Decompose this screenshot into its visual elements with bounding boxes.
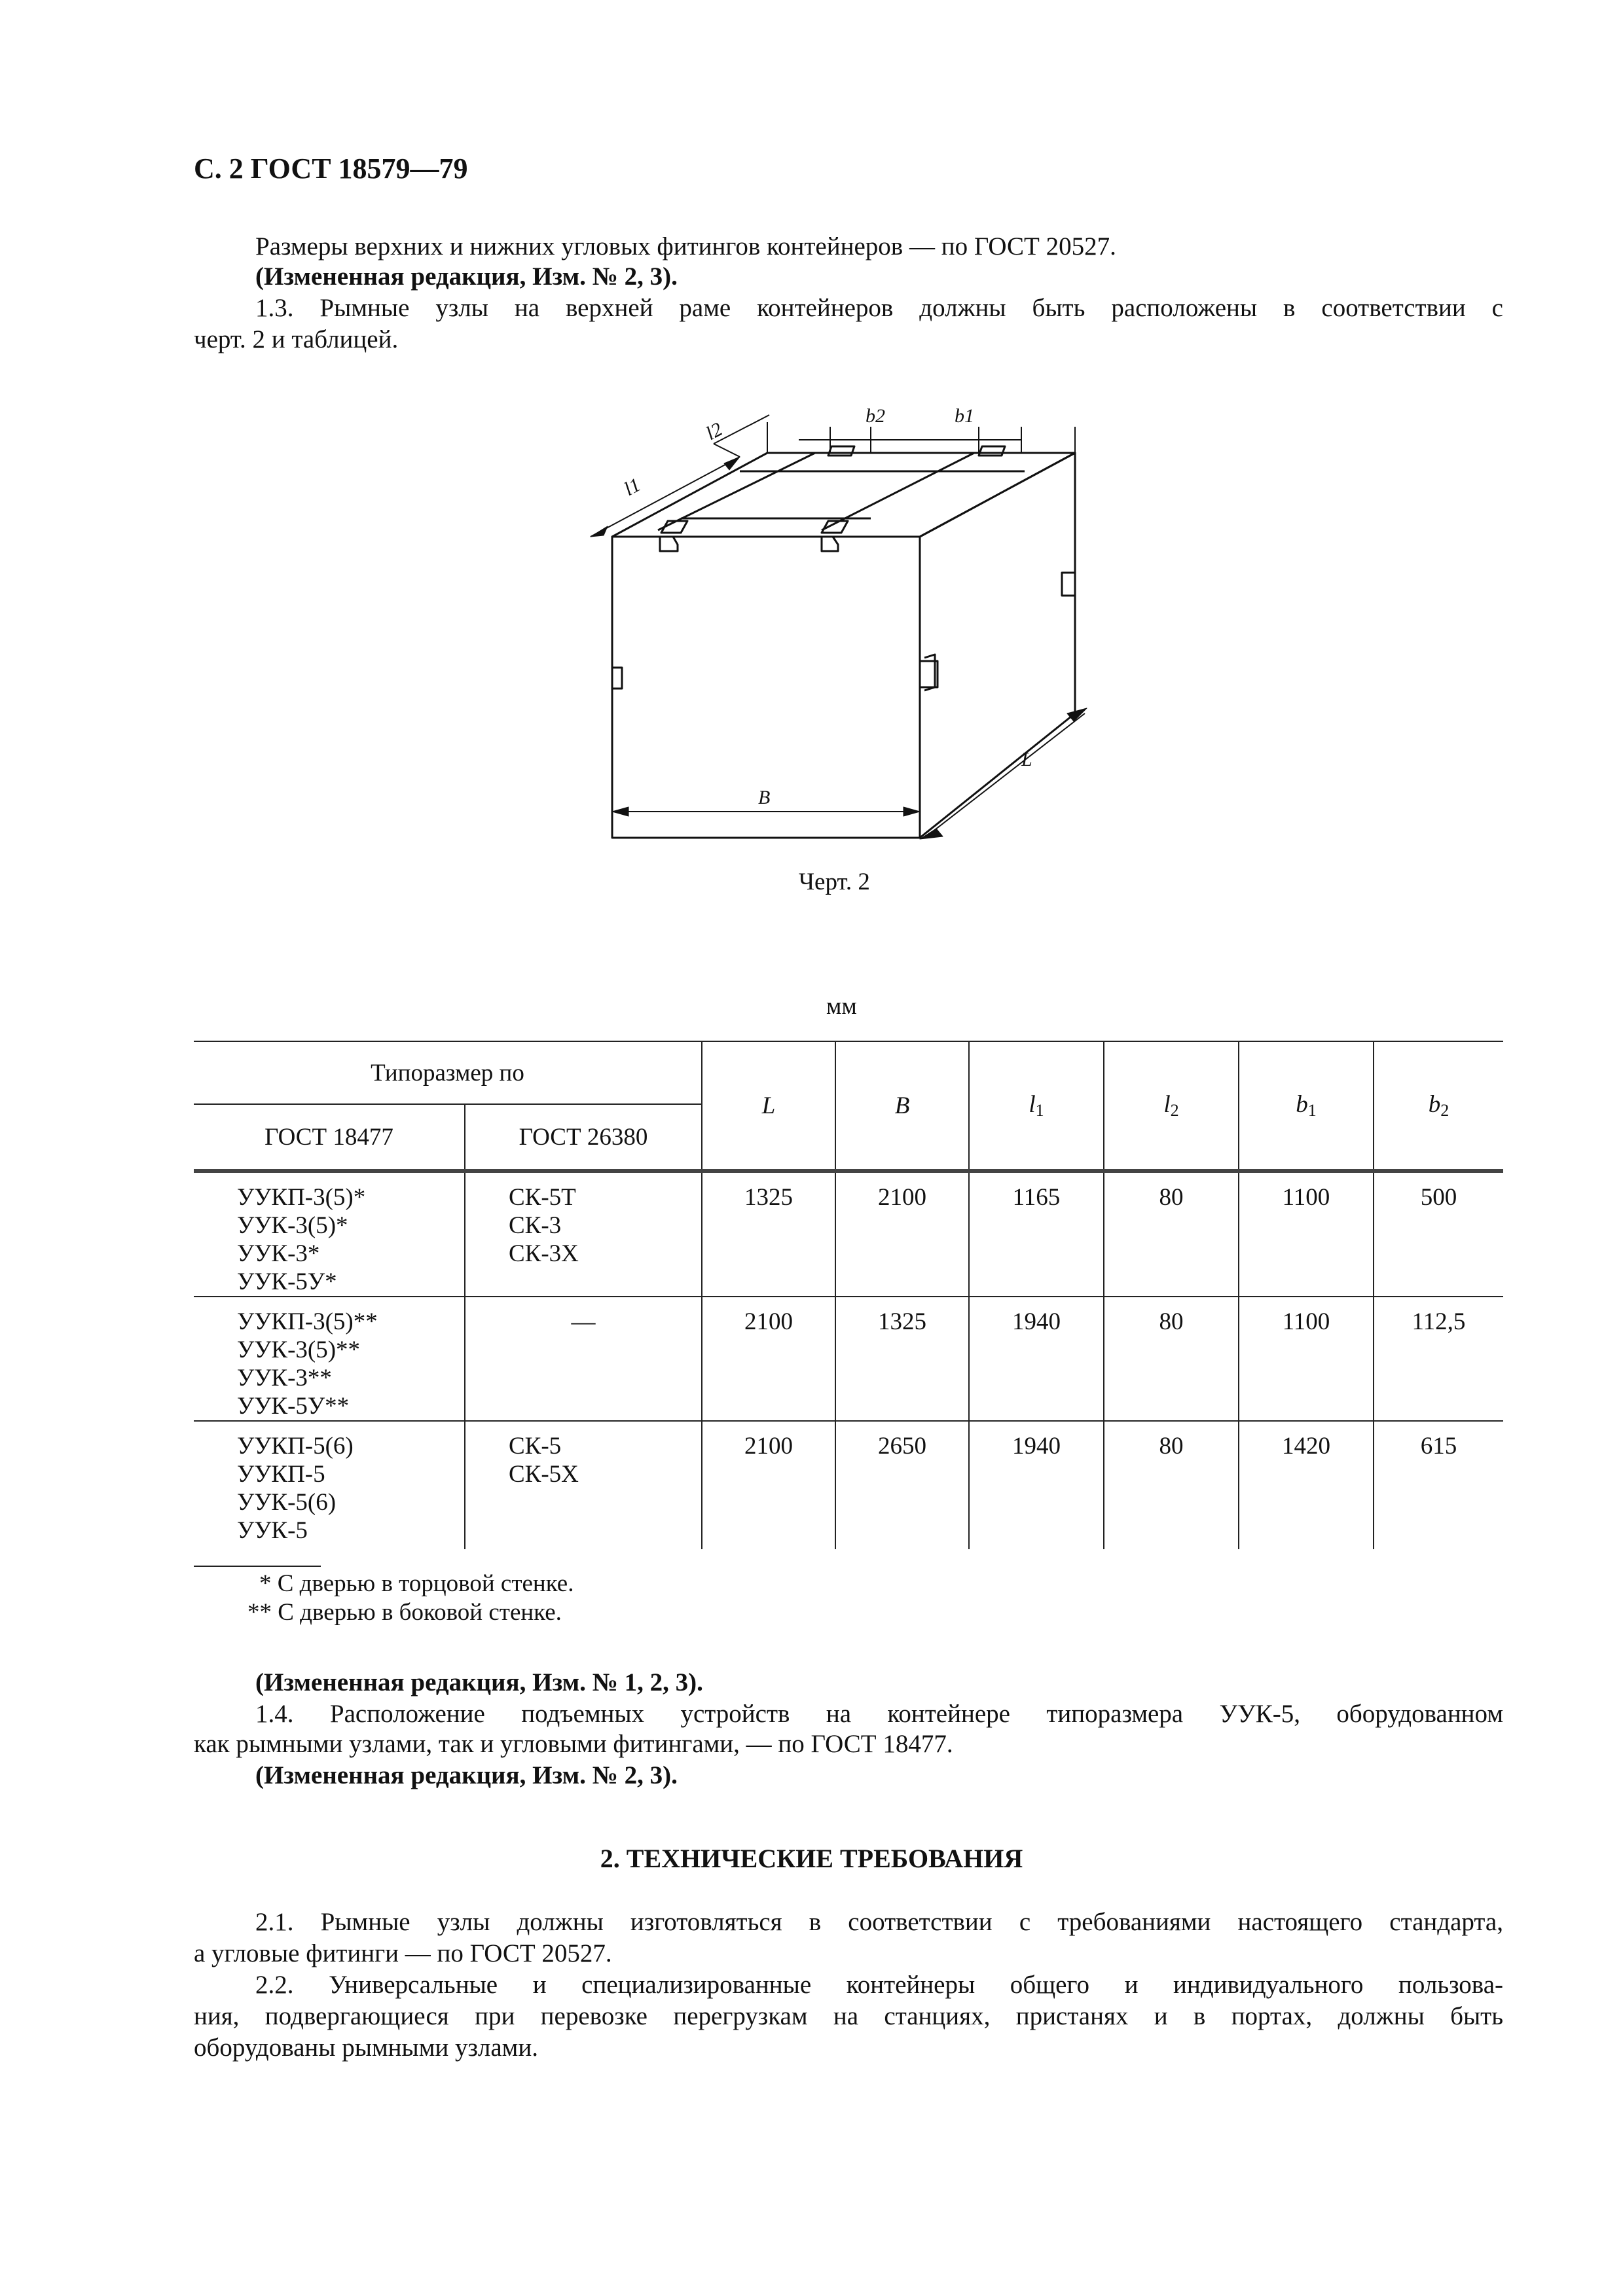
- paragraph-2-1-line2: а угловые фитинги — по ГОСТ 20527.: [194, 1939, 612, 1967]
- amendment-note: (Измененная редакция, Изм. № 1, 2, 3).: [255, 1668, 703, 1696]
- table-row: [194, 1421, 1503, 1549]
- row-3-gost26380: СК-5 СК-5Х: [465, 1421, 702, 1549]
- header-group: Типоразмер по: [194, 1041, 702, 1104]
- paragraph-1-4-line1: 1.4. Расположение подъемных устройств на контейнере типоразмера УУК-5, оборудованном: [255, 1700, 1503, 1728]
- row-3-l1: 1940: [969, 1421, 1104, 1549]
- footnote-divider: [194, 1566, 321, 1567]
- row-3-L: 2100: [702, 1421, 835, 1549]
- row-2-gost26380: —: [465, 1297, 702, 1421]
- row-3-B: 2650: [835, 1421, 969, 1549]
- header-B: B: [835, 1041, 969, 1171]
- amendment-note: (Измененная редакция, Изм. № 2, 3).: [255, 262, 678, 291]
- container-side-face: [920, 453, 1075, 838]
- header-b1: $b_1$: [1239, 1041, 1374, 1171]
- table-unit: мм: [826, 993, 857, 1020]
- table-row: [194, 1297, 1503, 1421]
- paragraph-1-4-line2: как рымными узлами, так и угловыми фитингами, — по ГОСТ 18477.: [194, 1730, 953, 1758]
- header-gost-18477: ГОСТ 18477: [264, 1123, 393, 1151]
- container-drawing: [563, 386, 1100, 844]
- footnote-1: * С дверью в торцовой стенке.: [259, 1570, 574, 1597]
- row-2-b2: 112,5: [1374, 1297, 1503, 1421]
- row-1-gost26380: СК-5Т СК-3 СК-3Х: [465, 1171, 702, 1297]
- label-b2: b2: [866, 405, 885, 427]
- row-2-l2: 80: [1104, 1297, 1239, 1421]
- paragraph-2-2-line2: ния, подвергающиеся при перевозке перегрузкам на станциях, пристанях и в портах, должны быть: [194, 2002, 1503, 2030]
- row-3-gost18477: УУКП-5(6) УУКП-5 УУК-5(6) УУК-5: [194, 1421, 465, 1549]
- row-1-l2: 80: [1104, 1171, 1239, 1297]
- row-2-l1: 1940: [969, 1297, 1104, 1421]
- header-gost-26380: ГОСТ 26380: [465, 1104, 702, 1171]
- label-l2: l2: [702, 418, 726, 445]
- row-1-B: 2100: [835, 1171, 969, 1297]
- paragraph-2-2-line3: оборудованы рымными узлами.: [194, 2034, 538, 2062]
- section-title: 2. ТЕХНИЧЕСКИЕ ТРЕБОВАНИЯ: [600, 1844, 1023, 1873]
- footnote-2: ** С дверью в боковой стенке.: [247, 1599, 562, 1626]
- row-1-b1: 1100: [1239, 1171, 1374, 1297]
- row-2-B: 1325: [835, 1297, 969, 1421]
- row-2-L: 2100: [702, 1297, 835, 1421]
- row-3-l2: 80: [1104, 1421, 1239, 1549]
- container-top-face: [612, 453, 1075, 537]
- label-L: L: [1021, 749, 1032, 770]
- page-header: С. 2 ГОСТ 18579—79: [194, 152, 468, 185]
- row-2-b1: 1100: [1239, 1297, 1374, 1421]
- label-l1: l1: [620, 474, 644, 501]
- dimensions-table: [194, 1041, 1503, 1549]
- header-l2: $l_2$: [1104, 1041, 1239, 1171]
- amendment-note: (Измененная редакция, Изм. № 2, 3).: [255, 1761, 678, 1789]
- paragraph-1-3-line1: 1.3. Рымные узлы на верхней раме контейнеров должны быть расположены в соответствии с: [255, 294, 1503, 322]
- table-row: [194, 1171, 1503, 1297]
- paragraph-fittings-size: Размеры верхних и нижних угловых фитингов контейнеров — по ГОСТ 20527.: [255, 232, 1116, 260]
- header-L: L: [702, 1041, 835, 1171]
- label-B: B: [758, 787, 771, 808]
- paragraph-1-3-line2: черт. 2 и таблицей.: [194, 325, 399, 353]
- label-b1: b1: [955, 405, 974, 427]
- paragraph-2-1-line1: 2.1. Рымные узлы должны изготовляться в соответствии с требованиями настоящего стандарта,: [255, 1908, 1503, 1936]
- paragraph-2-2-line1: 2.2. Универсальные и специализированные контейнеры общего и индивидуального пользова-: [255, 1971, 1503, 1999]
- drawing-caption: Черт. 2: [799, 869, 870, 895]
- header-b2: $b_2$: [1374, 1041, 1503, 1171]
- row-2-gost18477: УУКП-3(5)** УУК-3(5)** УУК-3** УУК-5У**: [194, 1297, 465, 1421]
- row-3-b1: 1420: [1239, 1421, 1374, 1549]
- row-3-b2: 615: [1374, 1421, 1503, 1549]
- row-1-b2: 500: [1374, 1171, 1503, 1297]
- row-1-gost18477: УУКП-3(5)* УУК-3(5)* УУК-3* УУК-5У*: [237, 1184, 366, 1295]
- row-1-L: 1325: [702, 1171, 835, 1297]
- row-1-l1: 1165: [969, 1171, 1104, 1297]
- header-l1: $l_1$: [969, 1041, 1104, 1171]
